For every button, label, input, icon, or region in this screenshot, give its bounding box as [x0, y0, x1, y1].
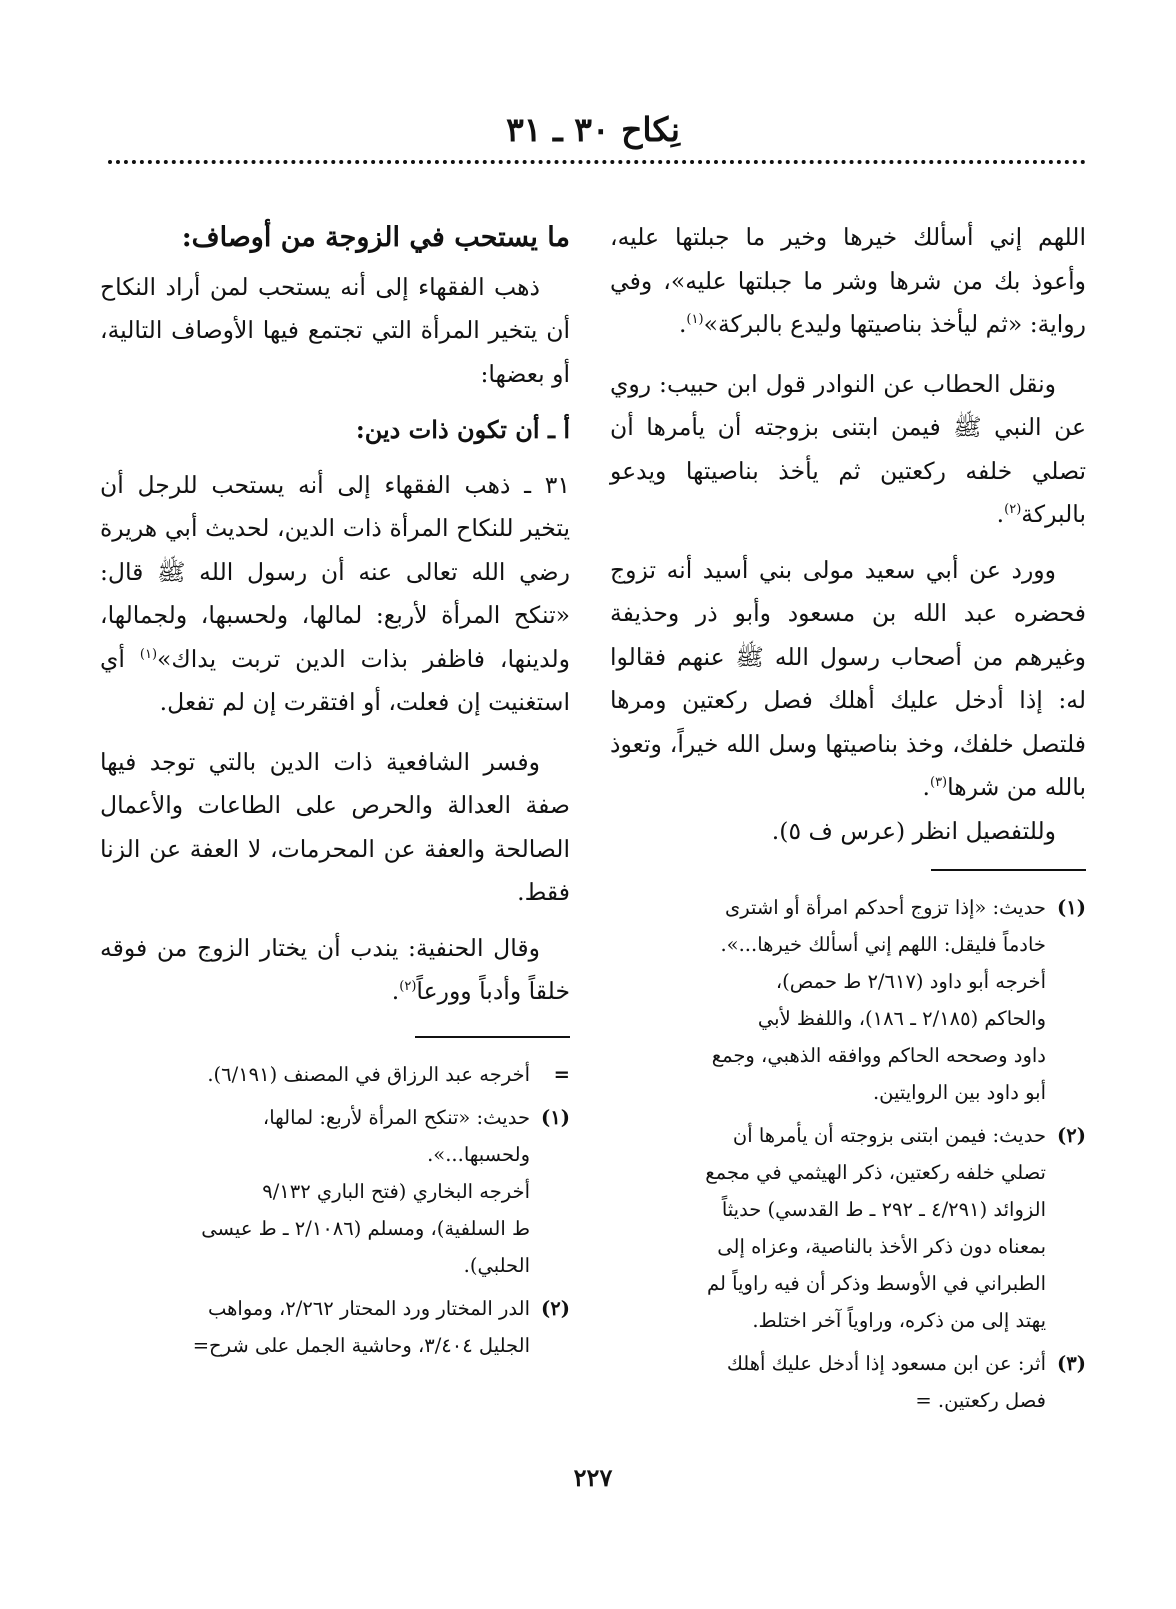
- footnote: (٢) الدر المختار ورد المحتار ٢/٢٦٢، ومواهب الجليل ٣/٤٠٤، وحاشية الجمل على شرح=: [192, 1296, 570, 1357]
- footnote-ref: (٣): [929, 775, 948, 791]
- section-heading: ما يستحب في الزوجة من أوصاف:: [181, 222, 570, 253]
- right-paragraph-2: ونقل الحطاب عن النوادر قول ابن حبيب: روي عن النبي ﷺ فيمن ابتنى بزوجته أن يأمرها أن تصلي خلفه ركعتين ثم يأخذ بناصيتها ويدعو بالبركة$^{(٢)}$.: [610, 369, 1086, 528]
- footnote: (١) حديث: «إذا تزوج أحدكم امرأة أو اشترى خادماً فليقل: اللهم إني أسألك خيرها...». أخرجه أبو داود (٢/٦١٧ ط حمص)، والحاكم (٢/١٨٥ ـ ١٨٦)، واللفظ لأبي داود وصححه الحاكم ووافقه الذهبي، وجمع أبو داود بين الروايتين.: [711, 896, 1086, 1104]
- left-column: [100, 216, 570, 1370]
- header-dotted-divider: [108, 160, 1086, 164]
- right-footnotes: [610, 889, 1086, 1419]
- footnote: (١) حديث: «تنكح المرأة لأربع: لمالها، ولحسبها...». أخرجه البخاري (فتح الباري ٩/١٣٢ ط السلفية)، ومسلم (٢/١٠٨٦ ـ ط عيسى الحلبي).: [201, 1105, 570, 1277]
- right-paragraph-3: وورد عن أبي سعيد مولى بني أسيد أنه تزوج فحضره عبد الله بن مسعود وأبو ذر وحذيفة وغيرهم من أصحاب رسول الله ﷺ عنهم فقالوا له: إذا أدخل عليك أهلك فصل ركعتين ومرها فلتصل خلفك، وخذ بناصيتها وسل الله خيراً، وتعوذ بالله من شرها$^{(٣)}$.: [610, 555, 1086, 801]
- left-footnotes: [100, 1056, 570, 1364]
- page-number: ٢٢٧: [573, 1463, 613, 1492]
- left-paragraph-2: ٣١ ـ ذهب الفقهاء إلى أنه يستحب للرجل أن يتخير للنكاح المرأة ذات الدين، لحديث أبي هريرة رضي الله تعالى عنه أن رسول الله ﷺ قال: «تنكح المرأة لأربع: لمالها، ولحسبها، ولجمالها، ولدينها، فاظفر بذات الدين تربت يداك»$^{(١)}$ أي استغنيت إن فعلت، أو افتقرت إن لم تفعل.: [100, 470, 570, 716]
- left-paragraph-4: وقال الحنفية: يندب أن يختار الزوج من فوقه خلقاً وأدباً وورعاً$^{(٢)}$.: [100, 933, 570, 1005]
- right-column: [610, 216, 1086, 1425]
- footnote-divider: [415, 1036, 570, 1038]
- footnote-ref: (١): [686, 312, 704, 328]
- right-paragraph-4: وللتفصيل انظر (عرس ف ٥).: [771, 816, 1056, 845]
- left-paragraph-3: وفسر الشافعية ذات الدين بالتي توجد فيها صفة العدالة والحرص على الطاعات والأعمال الصالحة والعفة عن المحرمات، لا العفة عن الزنا فقط.: [100, 747, 570, 906]
- footnote-ref: (٢): [399, 979, 417, 995]
- footnote-divider: [931, 869, 1086, 871]
- left-paragraph-1: ذهب الفقهاء إلى أنه يستحب لمن أراد النكاح أن يتخير المرأة التي تجتمع فيها الأوصاف التالية، أو بعضها:: [100, 272, 570, 388]
- footnote: (٣) أثر: عن ابن مسعود إذا أدخل عليك أهلك فصل ركعتين. =: [726, 1352, 1086, 1412]
- page-title: نِكاح ٣٠ ـ ٣١: [506, 110, 680, 149]
- footnote: (٢) حديث: فيمن ابتنى بزوجته أن يأمرها أن تصلي خلفه ركعتين، ذكر الهيثمي في مجمع الزوائد (٤/٢٩١ ـ ٢٩٢ ـ ط القدسي) حديثاً بمعناه دون ذكر الأخذ بالناصية، وعزاه إلى الطبراني في الأوسط وذكر أن فيه راوياً لم يهتد إلى من ذكره، وراوياً آخر اختلط.: [705, 1124, 1086, 1332]
- footnote-ref: (١): [139, 646, 158, 662]
- footnote-ref: (٢): [1004, 502, 1022, 518]
- right-paragraph-1: اللهم إني أسألك خيرها وخير ما جبلتها عليه، وأعوذ بك من شرها وشر ما جبلتها عليه»، وفي رواية: «ثم ليأخذ بناصيتها وليدع بالبركة»$^{(١)}$.: [610, 223, 1086, 338]
- subsection-heading: أ ـ أن تكون ذات دين:: [355, 415, 570, 444]
- footnote: = أخرجه عبد الرزاق في المصنف (٦/١٩١).: [207, 1062, 570, 1086]
